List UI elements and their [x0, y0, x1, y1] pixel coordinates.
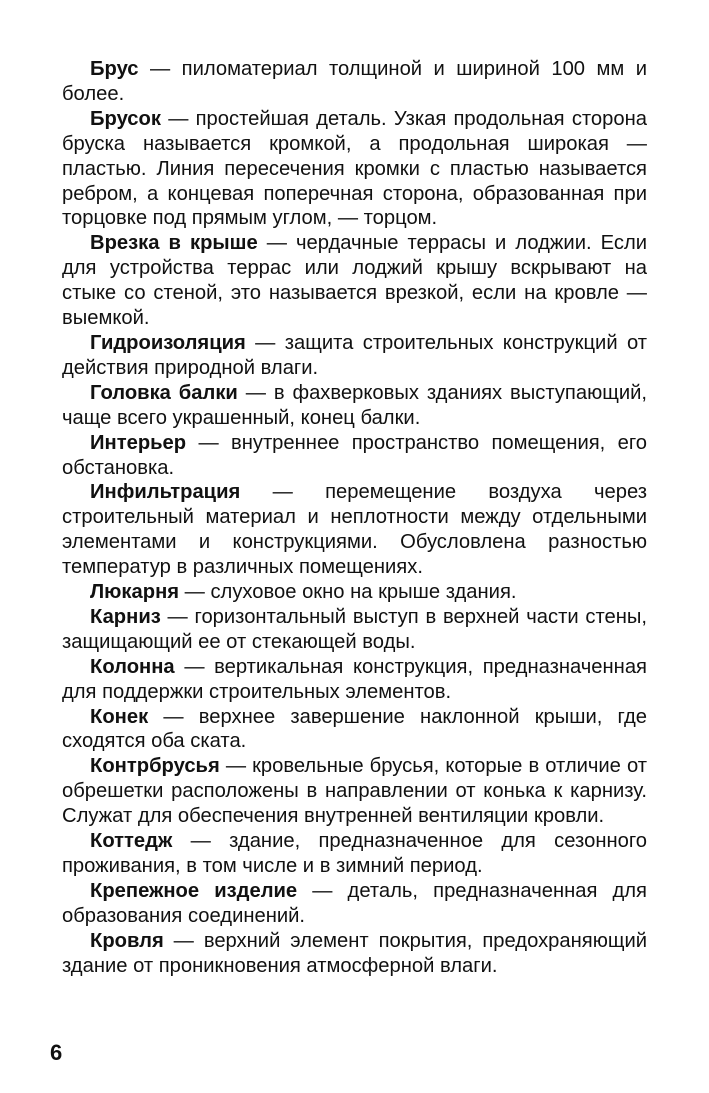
glossary-definition: — здание, предназначенное для сезонного проживания, в том числе и в зимний период.	[62, 830, 647, 877]
glossary-term: Гидроизоляция	[90, 331, 246, 354]
glossary-definition: — деталь, предназначенная для образования соединений.	[62, 879, 647, 927]
glossary-term: Конек	[90, 705, 149, 728]
glossary-entry-vrezka	[62, 231, 647, 331]
glossary-entry-kolonna	[62, 655, 647, 705]
glossary-entry-golovka-balki	[62, 381, 647, 431]
glossary-term: Кровля	[90, 929, 164, 952]
glossary-definition: — вертикальная конструкция, предназначенная для поддержки строительных элементов.	[62, 655, 647, 703]
glossary-term: Интерьер	[90, 431, 187, 454]
glossary-definition: — перемещение воздуха через строительный материал и неплотности между отдельными элементами и конструкциями. Обусловлена разностью температур в различных помещениях.	[62, 481, 647, 579]
glossary-definition: — внутреннее пространство помещения, его обстановка.	[62, 431, 647, 479]
glossary-term: Врезка в крыше	[90, 232, 258, 255]
glossary-entry-brusok	[62, 107, 647, 232]
glossary-definition: — чердачные террасы и лоджии. Если для устройства террас или лоджий крышу вскрывают на стыке со стеной, это называется врезкой, если на кровле — выемкой.	[62, 232, 648, 330]
glossary-entry-krovlya	[62, 929, 647, 979]
glossary-entry-kottedzh	[62, 829, 647, 879]
glossary-term: Брус	[90, 58, 139, 80]
glossary-definition: — верхний элемент покрытия, предохраняющий здание от проникновения атмосферной влаги.	[62, 929, 647, 977]
page-number: 6	[50, 1040, 63, 1065]
glossary-page	[62, 57, 647, 979]
glossary-term: Коттедж	[90, 830, 173, 853]
glossary-term: Люкарня	[90, 581, 180, 604]
glossary-term: Карниз	[90, 605, 161, 628]
glossary-definition: — верхнее завершение наклонной крыши, где сходятся оба ската.	[62, 705, 647, 753]
glossary-entry-konek	[62, 705, 647, 755]
glossary-entry-gidroizolyaciya	[62, 331, 647, 381]
glossary-entry-brus	[62, 57, 647, 107]
glossary-definition: — защита строительных конструкций от действия природной влаги.	[62, 331, 647, 379]
glossary-term: Брусок	[90, 107, 161, 130]
glossary-term: Головка балки	[90, 381, 238, 404]
glossary-definition: — слуховое окно на крыше здания.	[179, 581, 517, 604]
glossary-entry-infiltraciya	[62, 480, 647, 580]
glossary-entry-lyukarnya	[62, 580, 647, 605]
glossary-definition: — горизонтальный выступ в верхней части стены, защищающий ее от стекающей воды.	[62, 605, 647, 653]
glossary-definition: — кровельные брусья, которые в отличие от обрешетки расположены в направлении от конька к карнизу. Служат для обеспечения внутренней вентиляции кровли.	[62, 755, 647, 828]
glossary-entry-kontrbrusya	[62, 754, 647, 829]
glossary-definition: — пиломатериал толщиной и шириной 100 мм и более.	[62, 58, 647, 105]
glossary-term: Контрбрусья	[90, 755, 220, 778]
glossary-term: Колонна	[90, 655, 175, 678]
glossary-definition: — простейшая деталь. Узкая продольная сторона бруска называется кромкой, а продольная широкая — пластью. Линия пересечения кромки с пластью называется ребром, а концевая поперечная сторона, образованная при торцовке под прямым углом, — торцом.	[62, 107, 647, 230]
glossary-term: Крепежное изделие	[90, 879, 298, 902]
glossary-entry-karniz	[62, 605, 647, 655]
glossary-definition: — в фахверковых зданиях выступающий, чаще всего украшенный, конец балки.	[62, 381, 647, 429]
glossary-entry-interer	[62, 431, 647, 481]
glossary-term: Инфильтрация	[90, 481, 241, 504]
glossary-entry-krepezhnoe-izdelie	[62, 879, 647, 929]
